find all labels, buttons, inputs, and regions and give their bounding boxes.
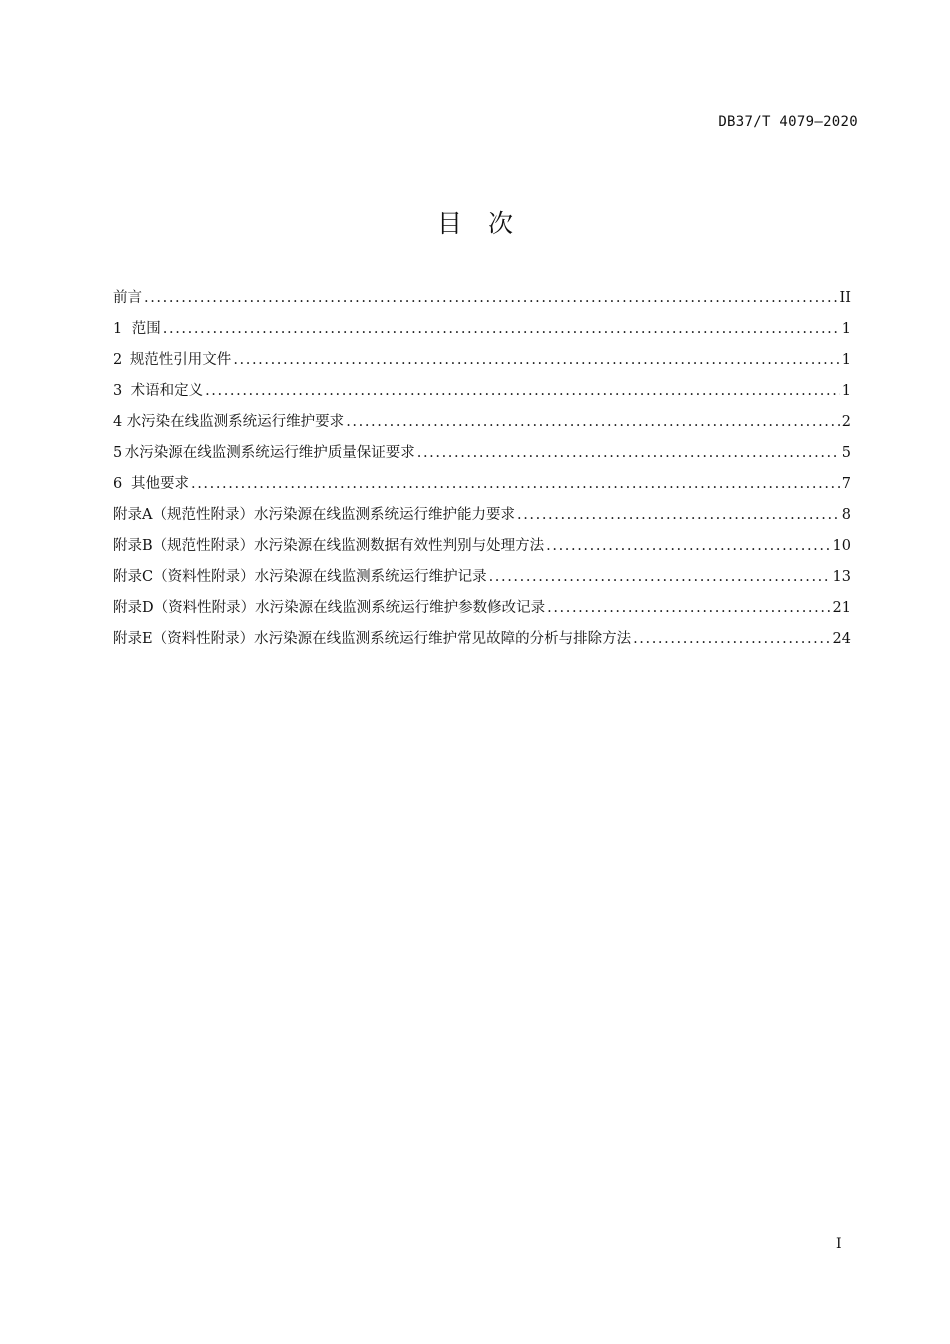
toc-leader-dots	[517, 504, 840, 526]
page-title	[0, 204, 950, 240]
toc-entry-label: 水污染源在线监测系统运行维护常见故障的分析与排除方法	[254, 631, 632, 647]
toc-entry-page: 21	[832, 600, 851, 616]
toc-entry-page: 2	[841, 414, 851, 430]
toc-appendix-prefix: 附录C（资料性附录）	[113, 569, 255, 585]
table-of-contents	[113, 287, 851, 659]
toc-entry-page: 1	[841, 321, 851, 337]
toc-entry-label: 其他要求	[130, 476, 189, 492]
toc-entry-section-5[interactable]	[113, 442, 851, 473]
toc-entry-number: 3	[113, 383, 123, 399]
toc-entry-page: 24	[832, 631, 851, 647]
toc-entry-section-4[interactable]	[113, 411, 851, 442]
page-number: I	[836, 1236, 842, 1252]
toc-entry-label: 水污染源在线监测系统运行维护记录	[254, 569, 487, 585]
toc-entry-number: 1	[113, 321, 123, 337]
toc-entry-appendix-b[interactable]	[113, 535, 851, 566]
toc-appendix-prefix: 附录A（规范性附录）	[113, 507, 254, 523]
toc-appendix-prefix: 附录B（规范性附录）	[113, 538, 255, 554]
toc-entry-appendix-c[interactable]	[113, 566, 851, 597]
toc-entry-page: 7	[841, 476, 851, 492]
toc-leader-dots	[205, 380, 840, 402]
toc-appendix-prefix: 附录E（资料性附录）	[113, 631, 255, 647]
toc-leader-dots	[417, 442, 840, 464]
toc-entry-page: 10	[832, 538, 851, 554]
toc-entry-number: 5	[113, 445, 123, 461]
toc-entry-label: 水污染源在线监测系统运行维护质量保证要求	[124, 445, 415, 461]
toc-leader-dots	[633, 628, 830, 650]
toc-entry-section-6[interactable]	[113, 473, 851, 504]
toc-entry-appendix-e[interactable]	[113, 628, 851, 659]
toc-entry-label: 术语和定义	[130, 383, 204, 399]
toc-entry-number: 4	[113, 414, 123, 430]
toc-entry-section-2[interactable]	[113, 349, 851, 380]
toc-leader-dots	[233, 349, 839, 371]
toc-entry-appendix-d[interactable]	[113, 597, 851, 628]
toc-entry-foreword[interactable]	[113, 287, 851, 318]
toc-entry-page: 8	[841, 507, 851, 523]
toc-entry-label: 水污染源在线监测系统运行维护参数修改记录	[255, 600, 546, 616]
toc-leader-dots	[163, 318, 840, 340]
toc-entry-label: 水污染源在线监测系统运行维护能力要求	[253, 507, 515, 523]
toc-entry-page: II	[839, 290, 851, 306]
toc-entry-page: 1	[841, 352, 851, 368]
toc-leader-dots	[144, 287, 838, 309]
toc-entry-page: 1	[841, 383, 851, 399]
toc-leader-dots	[547, 597, 830, 619]
toc-leader-dots	[191, 473, 840, 495]
toc-entry-section-3[interactable]	[113, 380, 851, 411]
toc-entry-page: 13	[832, 569, 851, 585]
toc-entry-label: 水污染源在线监测数据有效性判别与处理方法	[254, 538, 545, 554]
page-title-text: 目次	[436, 209, 539, 238]
toc-entry-appendix-a[interactable]	[113, 504, 851, 535]
toc-leader-dots	[546, 535, 830, 557]
toc-entry-label: 范围	[131, 321, 161, 337]
document-code: DB37/T 4079—2020	[718, 114, 858, 130]
toc-leader-dots	[489, 566, 831, 588]
toc-entry-section-1[interactable]	[113, 318, 851, 349]
toc-entry-label: 水污染在线监测系统运行维护要求	[126, 414, 345, 430]
toc-entry-number: 2	[113, 352, 123, 368]
toc-entry-label: 规范性引用文件	[129, 352, 232, 368]
toc-entry-label: 前言	[113, 290, 142, 306]
toc-entry-number: 6	[113, 476, 123, 492]
toc-appendix-prefix: 附录D（资料性附录）	[113, 600, 256, 616]
toc-leader-dots	[346, 411, 840, 433]
toc-entry-page: 5	[841, 445, 851, 461]
